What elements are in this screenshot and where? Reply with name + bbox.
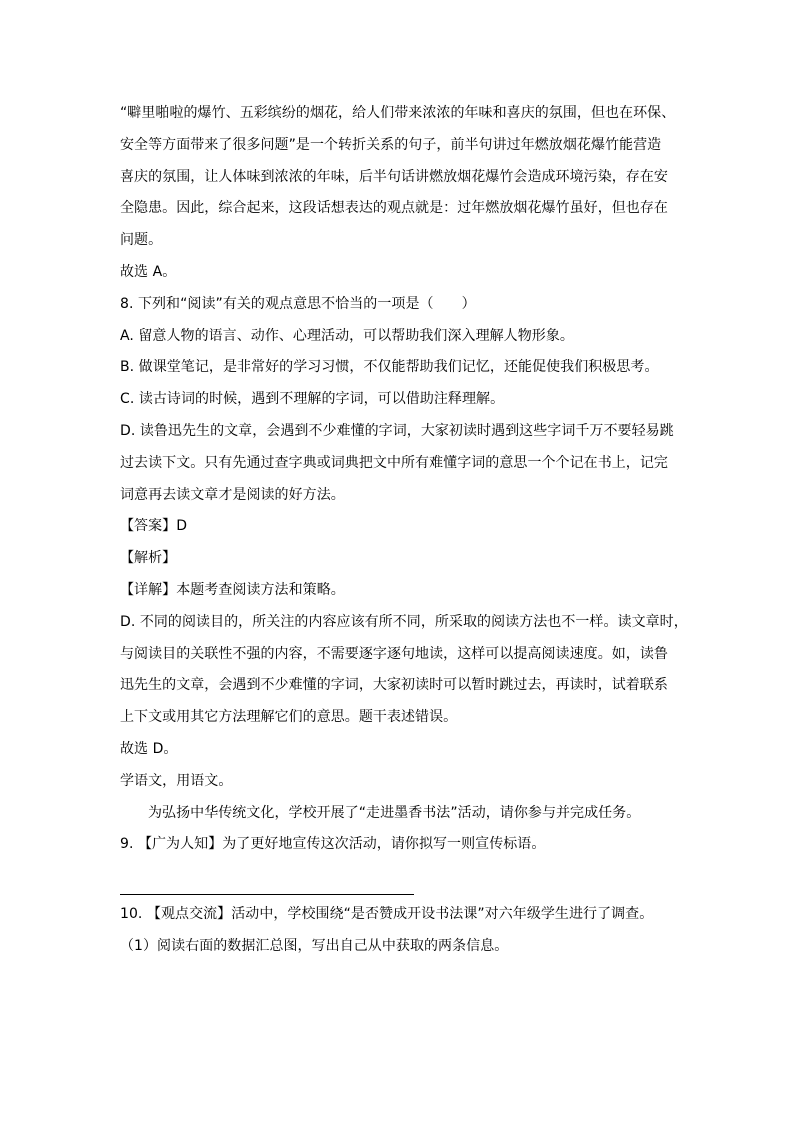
q8-explanation-line: D. 不同的阅读目的，所关注的内容应该有所不同，所采取的阅读方法也不一样。读文章时， [120, 613, 688, 630]
analysis-line: 问题。 [120, 232, 163, 249]
analysis-line: 喜庆的氛围，让人体味到浓浓的年味，后半句话讲燃放烟花爆竹会造成环境污染，存在安 [120, 168, 668, 185]
analysis-line: 全隐患。因此，综合起来，这段话想表达的观点就是：过年燃放烟花爆竹虽好，但也存在 [120, 200, 668, 217]
q8-detail: 【详解】本题考查阅读方法和策略。 [120, 581, 345, 598]
q8-stem: 8. 下列和“阅读”有关的观点意思不恰当的一项是（ ） [120, 295, 476, 312]
q8-option-b: B. 做课堂笔记，是非常好的学习习惯，不仅能帮助我们记忆，还能促使我们积极思考。 [120, 359, 659, 376]
q10-sub1: （1）阅读右面的数据汇总图，写出自己从中获取的两条信息。 [120, 937, 509, 954]
q8-option-c: C. 读古诗词的时候，遇到不理解的字词，可以借助注释理解。 [120, 391, 505, 408]
q7-choice: 故选 A。 [120, 263, 177, 280]
section-intro: 为弘扬中华传统文化，学校开展了“走进墨香书法”活动，请你参与并完成任务。 [148, 804, 641, 821]
q8-explanation-line: 与阅读目的关联性不强的内容，不需要逐字逐句地读，这样可以提高阅读速度。如，读鲁 [120, 645, 668, 662]
q10-stem: 10. 【观点交流】活动中，学校围绕“是否赞成开设书法课”对六年级学生进行了调查。 [120, 906, 654, 923]
section-title: 学语文，用语文。 [120, 772, 233, 789]
q8-option-d-cont: 过去读下文。只有先通过查字典或词典把文中所有难懂字词的意思一个个记在书上，记完 [120, 454, 668, 471]
answer-underline [120, 894, 414, 895]
q8-choice: 故选 D。 [120, 740, 178, 757]
document-page [120, 98, 688, 963]
q8-option-a: A. 留意人物的语言、动作、心理活动，可以帮助我们深入理解人物形象。 [120, 327, 574, 344]
q9-stem: 9. 【广为人知】为了更好地宣传这次活动，请你拟写一则宣传标语。 [120, 836, 546, 853]
q8-answer: 【答案】D [120, 518, 188, 535]
analysis-line: 安全等方面带来了很多问题”是一个转折关系的句子，前半句讲过年燃放烟花爆竹能营造 [120, 136, 662, 153]
q8-analysis-label: 【解析】 [120, 550, 177, 567]
analysis-line: “噼里啪啦的爆竹、五彩缤纷的烟花，给人们带来浓浓的年味和喜庆的氛围，但也在环保、 [120, 105, 676, 121]
q8-option-d-cont: 词意再去读文章才是阅读的好方法。 [120, 486, 345, 503]
q9-answer-blank[interactable] [120, 861, 680, 897]
q8-explanation-line: 迅先生的文章，会遇到不少难懂的字词，大家初读时可以暂时跳过去，再读时，试着联系 [120, 677, 668, 694]
q8-explanation-line: 上下文或用其它方法理解它们的意思。题干表述错误。 [120, 709, 458, 726]
q8-option-d: D. 读鲁迅先生的文章，会遇到不少难懂的字词，大家初读时遇到这些字词千万不要轻易跳 [120, 422, 674, 439]
